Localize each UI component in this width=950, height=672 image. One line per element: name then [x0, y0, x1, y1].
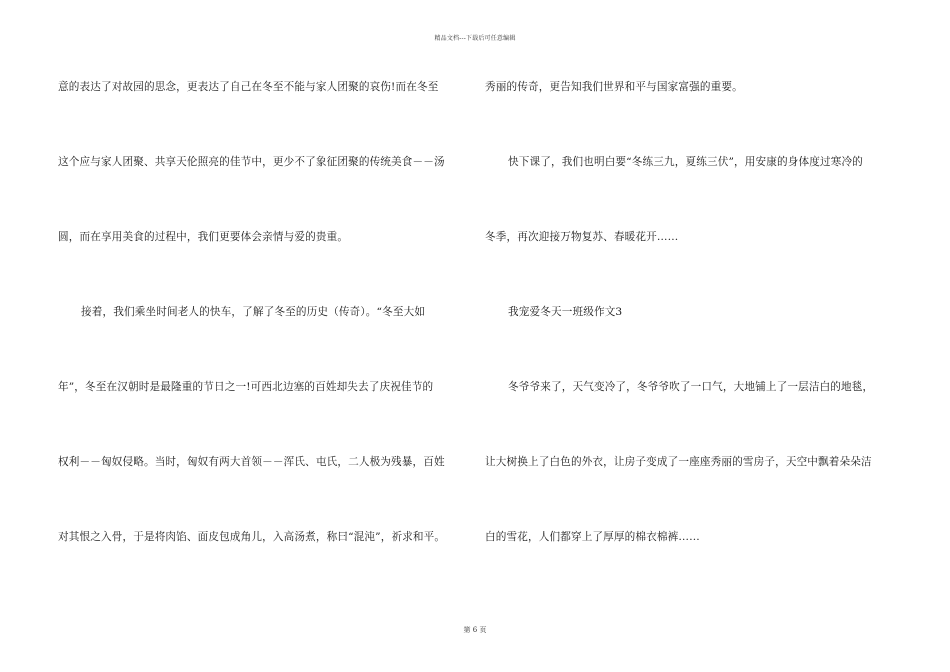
text-line: 快下课了，我们也明白要“冬练三九，夏练三伏”，用安康的身体度过寒冷的: [508, 156, 863, 168]
text-line: 冬季，再次迎接万物复苏、春暖花开……: [485, 231, 679, 243]
text-line: 冬爷爷来了，天气变冷了，冬爷爷吹了一口气，大地铺上了一层洁白的地毯，: [508, 381, 874, 393]
text-line: 白的雪花，人们都穿上了厚厚的棉衣棉裤……: [485, 531, 700, 543]
text-line: 让大树换上了白色的外衣，让房子变成了一座座秀丽的雪房子，天空中飘着朵朵洁: [485, 456, 872, 468]
text-line: 年”，冬至在汉朝时是最隆重的节日之一!可西北边塞的百姓却失去了庆祝佳节的: [58, 381, 434, 393]
text-line: 秀丽的传奇，更告知我们世界和平与国家富强的重要。: [485, 81, 743, 93]
text-line: 意的表达了对故园的思念，更表达了自己在冬至不能与家人团聚的哀伤!而在冬至: [58, 81, 439, 93]
text-line: 接着，我们乘坐时间老人的快车，了解了冬至的历史（传奇）。“冬至大如: [81, 306, 426, 318]
page-header: 精品文档---下载后可任意编辑: [434, 35, 516, 42]
text-line: 权利－－匈奴侵略。当时，匈奴有两大首领－－浑氏、屯氏，二人极为残暴，百姓: [58, 456, 445, 468]
page-number: 第 6 页: [463, 626, 487, 634]
text-line: 这个应与家人团聚、共享天伦照亮的佳节中，更少不了象征团聚的传统美食－－汤: [58, 156, 445, 168]
text-line: 对其恨之入骨，于是将肉馅、面皮包成角儿，入高汤煮，称曰“混沌”，祈求和平。: [58, 531, 446, 543]
text-line: 圆，而在享用美食的过程中，我们更要体会亲情与爱的贵重。: [58, 231, 349, 243]
section-heading: 我宠爱冬天一班级作文3: [508, 306, 623, 318]
